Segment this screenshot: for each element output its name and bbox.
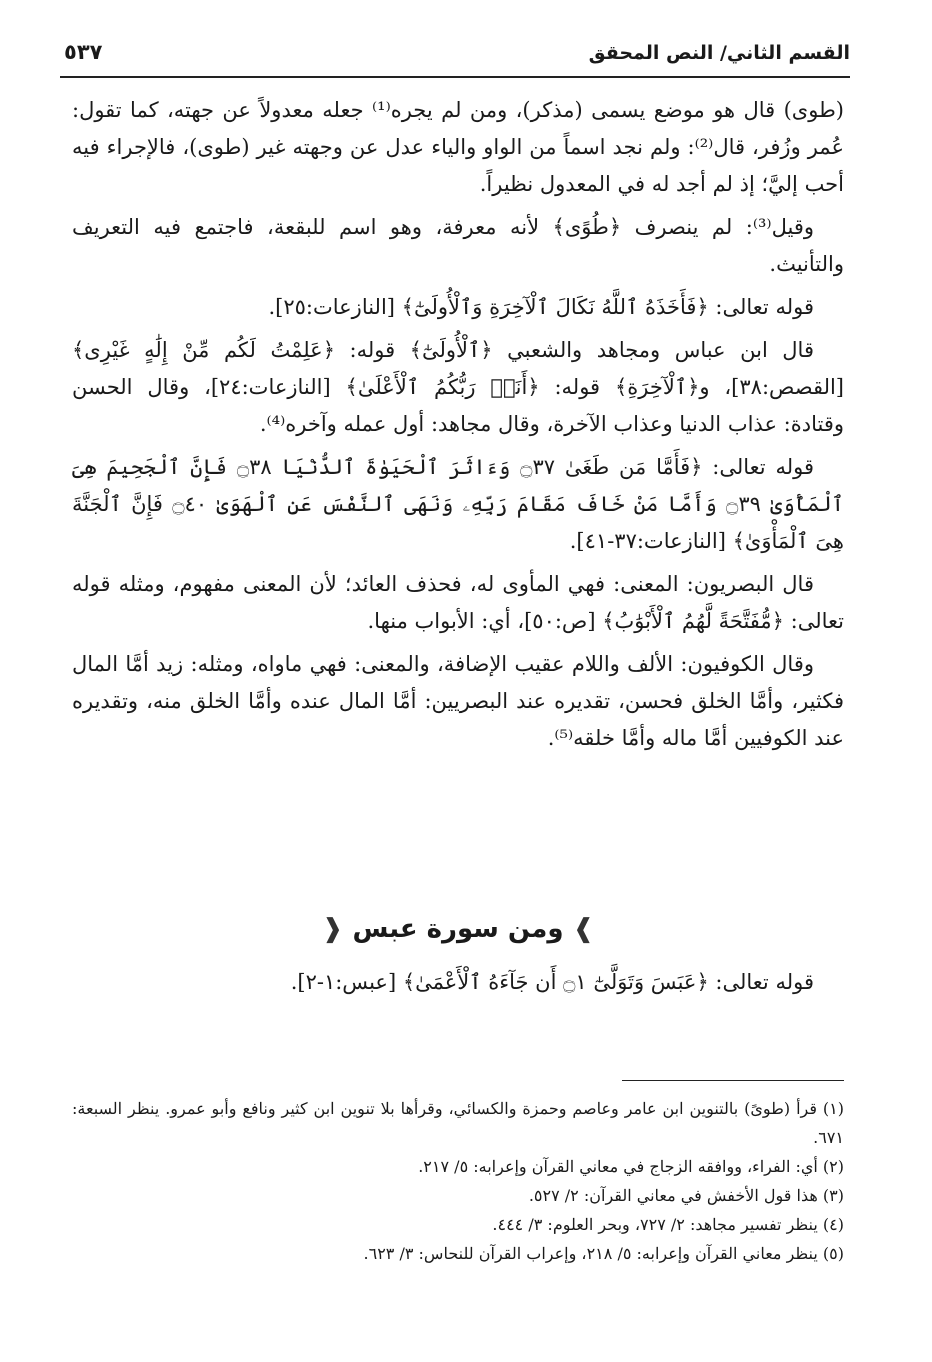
- paragraph: وقيل⁽³⁾: لم ينصرف ﴿طُوًى﴾ لأنه معرفة، وهو اسم للبقعة، فاجتمع فيه التعريف والتأنيث.: [72, 215, 844, 276]
- ornament-right-icon: ❱: [572, 914, 595, 944]
- footnote: (١) قرأ (طوىً) بالتنوين ابن عامر وعاصم وحمزة والكسائي، وقرأها بلا تنوين ابن كثير ونافع وأبو عمرو. ينظر السبعة: ٦٧١.: [72, 1099, 844, 1147]
- main-text: [72, 92, 844, 763]
- page-header: [60, 36, 850, 78]
- paragraph: وقال الكوفيون: الألف واللام عقيب الإضافة، والمعنى: فهي ماواه، ومثله: زيد أمَّا المال فكثير، وأمَّا الخلق فحسن، تقديره عند البصريين: أمَّا المال عنده وأمَّا الخلق منه، وتقديره عند الكوفيين أمَّا ماله وأمَّا خلقه⁽⁵⁾.: [72, 652, 844, 750]
- surah-first-verse: قوله تعالى: ﴿عَبَسَ وَتَوَلَّىٰٓ ۝١ أَن جَآءَهُ ٱلْأَعْمَىٰ﴾ [عبس:١-٢].: [290, 970, 814, 994]
- paragraph: قال البصريون: المعنى: فهي المأوى له، فحذف العائد؛ لأن المعنى مفهوم، ومثله قوله تعالى: ﴿مُّفَتَّحَةً لَّهُمُ ٱلْأَبْوَٰبُ﴾ [ص:٥٠]، أي: الأبواب منها.: [72, 572, 844, 633]
- surah-heading: [72, 914, 844, 944]
- running-title: القسم الثاني/ النص المحقق: [588, 42, 850, 64]
- surah-title-text: ومن سورة عبس: [352, 914, 564, 944]
- footnotes: [72, 1094, 844, 1268]
- footnote: (٥) ينظر معاني القرآن وإعرابه: ٥/ ٢١٨، وإعراب القرآن للنحاس: ٣/ ٦٢٣.: [363, 1244, 844, 1263]
- paragraph: قوله تعالى: ﴿فَأَخَذَهُ ٱللَّهُ نَكَالَ ٱلْآخِرَةِ وَٱلْأُولَىٰٓ﴾ [النازعات:٢٥].: [268, 295, 814, 319]
- page-number: ٥٣٧: [64, 40, 103, 64]
- paragraph: قوله تعالى: ﴿فَأَمَّا مَن طَغَىٰ ۝٣٧ وَءَاثَرَ ٱلْحَيَوٰةَ ٱلدُّنْيَا ۝٣٨ فَإِنَّ ٱلْجَحِيمَ هِىَ ٱلْمَأْوَىٰ ۝٣٩ وَأَمَّا مَنْ خَافَ مَقَامَ رَبِّهِۦ وَنَهَى ٱلنَّفْسَ عَنِ ٱلْهَوَىٰ ۝٤٠ فَإِنَّ ٱلْجَنَّةَ هِىَ ٱلْمَأْوَىٰ﴾ [النازعات:٣٧-٤١].: [72, 455, 844, 553]
- footnote-divider: [622, 1080, 844, 1081]
- paragraph: قال ابن عباس ومجاهد والشعبي ﴿ٱلْأُولَىٰٓ﴾ قوله: ﴿عَلِمْتُ لَكُم مِّنْ إِلَٰهٍ غَيْرِى﴾ [القصص:٣٨]، و﴿ٱلْآخِرَةِ﴾ قوله: ﴿أَنَا۠ رَبُّكُمُ ٱلْأَعْلَىٰ﴾ [النازعات:٢٤]، وقال الحسن وقتادة: عذاب الدنيا وعذاب الآخرة، وقال مجاهد: أول عمله وآخره⁽⁴⁾.: [72, 338, 844, 436]
- footnote: (٣) هذا قول الأخفش في معاني القرآن: ٢/ ٥٢٧.: [528, 1186, 844, 1205]
- paragraph: (طوى) قال هو موضع يسمى (مذكر)، ومن لم يجره⁽¹⁾ جعله معدولاً عن جهته، كما تقول: عُمر وزُفر، قال⁽²⁾: ولم نجد اسماً من الواو والياء عدل عن وجهته غير (طوى)، فالإجراء فيه أحب إليَّ؛ إذ لم أجد له في المعدول نظيراً.: [72, 98, 844, 196]
- ornament-left-icon: ❰: [321, 914, 344, 944]
- footnote: (٢) أي: الفراء، ووافقه الزجاج في معاني القرآن وإعرابه: ٥/ ٢١٧.: [418, 1157, 844, 1176]
- footnote: (٤) ينظر تفسير مجاهد: ٢/ ٧٢٧، وبحر العلوم: ٣/ ٤٤٤.: [492, 1215, 844, 1234]
